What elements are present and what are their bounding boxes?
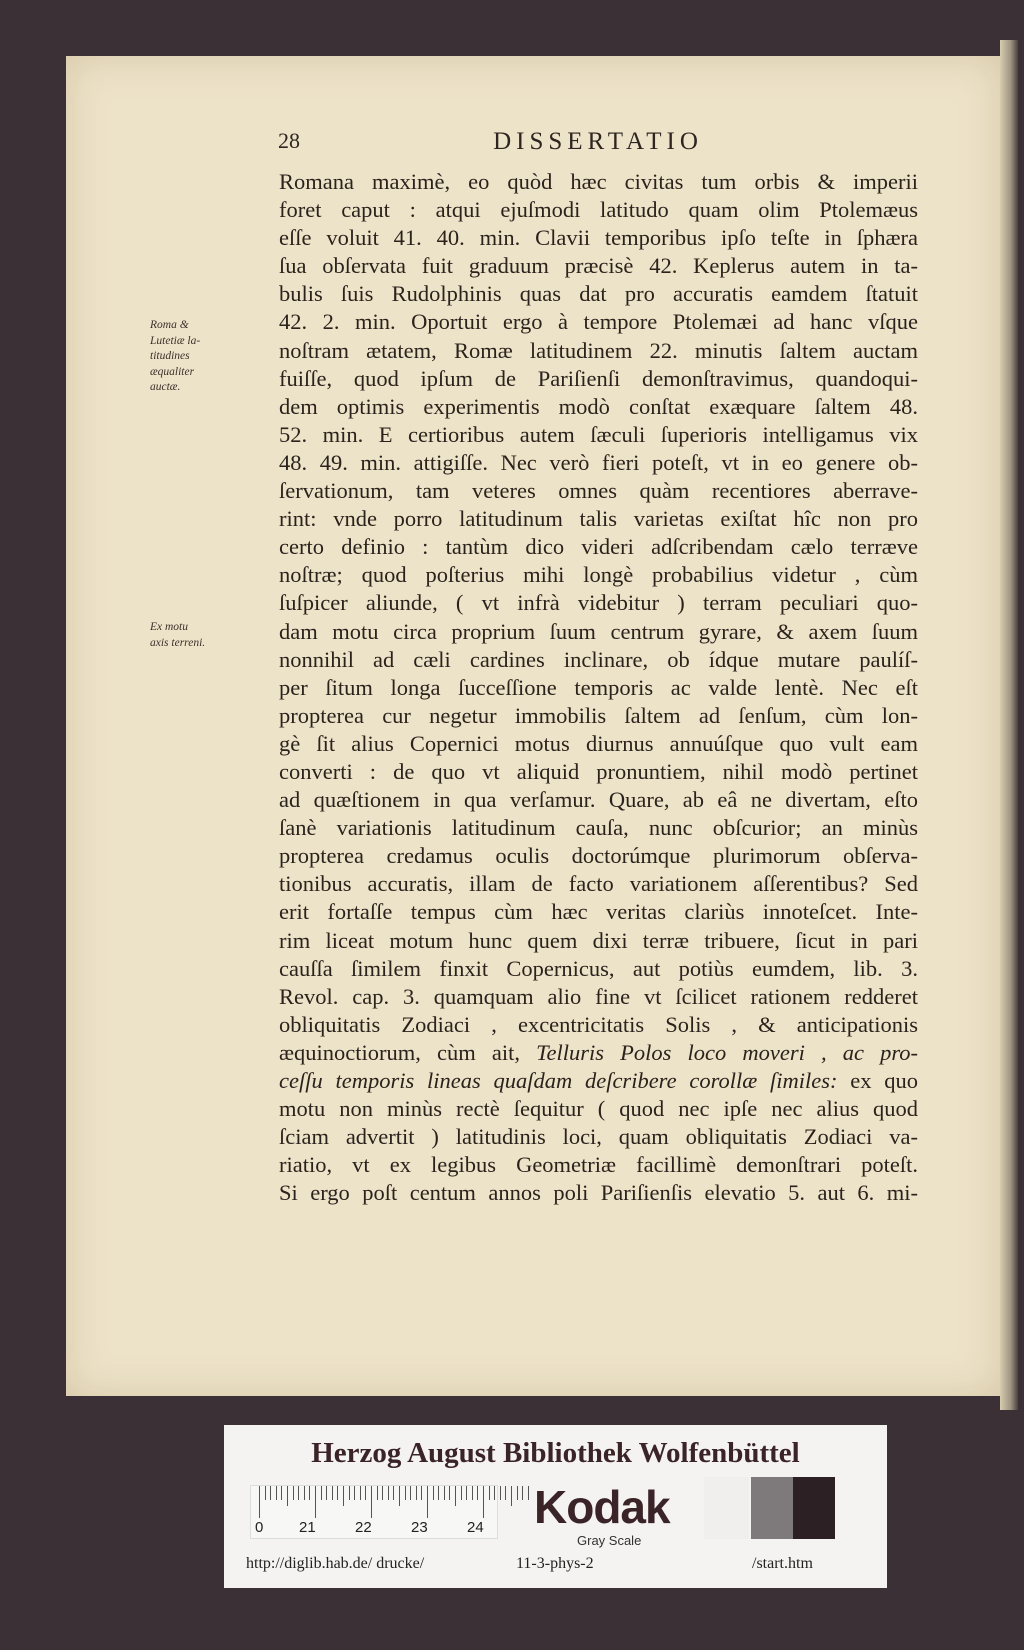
ruler-tick [304, 1486, 305, 1500]
margin-note-2 [150, 620, 205, 651]
text-line: propterea cur negetur immobilis ſaltem ad ſenſum, cùm lon- [279, 702, 918, 728]
ruler-tick [449, 1486, 450, 1500]
ruler-tick [281, 1486, 282, 1500]
text-line: obliquitatis Zodiaci , excentricitatis Solis , & anticipationis [279, 1011, 918, 1037]
ruler-tick [265, 1486, 266, 1500]
ruler-scale [250, 1485, 498, 1539]
ruler-tick [382, 1486, 383, 1500]
ruler-tick [293, 1486, 294, 1500]
ruler-tick [276, 1486, 277, 1500]
text-line: æquinoctiorum, cùm ait, Telluris Polos loco moveri , ac pro- [279, 1039, 918, 1065]
text-line: Revol. cap. 3. quamquam alio fine vt ſcilicet rationem redderet [279, 983, 918, 1009]
text-line: foret caput : atqui ejuſmodi latitudo quam olim Ptolemæus [279, 197, 918, 223]
text-line: Si ergo poſt centum annos poli Pariſienſis elevatio 5. aut 6. mi- [279, 1180, 918, 1206]
ruler-tick [511, 1486, 512, 1506]
gray-swatch-mid [751, 1477, 793, 1539]
url-right: /start.htm [752, 1555, 813, 1572]
ruler-tick [321, 1486, 322, 1500]
ruler-tick [371, 1486, 372, 1518]
text-line: ſanè variationis latitudinum cauſa, nunc obſcurior; an minùs [279, 815, 918, 841]
page-number: 28 [278, 128, 300, 153]
ruler-number: 21 [299, 1519, 316, 1536]
ruler-tick [472, 1486, 473, 1500]
library-name: Herzog August Bibliothek Wolfenbüttel [311, 1437, 800, 1469]
ruler-number: 0 [255, 1519, 264, 1536]
text-line: gè ſit alius Copernici motus diurnus annuúſque quo vult eam [279, 730, 918, 756]
ruler-tick [287, 1486, 288, 1506]
text-line: riatio, vt ex legibus Geometriæ facillimè demonſtrari poteſt. [279, 1152, 918, 1178]
margin-note-line: Ex motu [150, 621, 189, 633]
text-line: 42. 2. min. Oportuit ergo à tempore Ptolemæi ad hanc vſque [279, 309, 918, 335]
text-line: certo definio : tantùm dico videri adſcribendam cælo terræve [279, 534, 918, 560]
text-line: converti : de quo vt aliquid pronuntiem, nihil modò pertinet [279, 758, 918, 784]
ruler-tick [505, 1486, 506, 1500]
ruler-tick [438, 1486, 439, 1500]
gray-scale-label: Gray Scale [577, 1533, 642, 1548]
ruler-tick [360, 1486, 361, 1500]
ruler-tick [326, 1486, 327, 1500]
ruler-tick [421, 1486, 422, 1500]
ruler-tick [309, 1486, 310, 1500]
text-line: cauſſa ſimilem finxit Copernicus, aut potiùs eumdem, lib. 3. [279, 955, 918, 981]
ruler-number: 22 [355, 1519, 372, 1536]
margin-note-line: æqualiter [150, 365, 195, 378]
text-line: noſtræ; quod poſterius mihi longè probabilius videtur , cùm [279, 562, 918, 588]
text-line: propterea credamus oculis doctorúmque plurimorum obſerva- [279, 843, 918, 869]
ruler-tick [298, 1486, 299, 1500]
ruler-tick [377, 1486, 378, 1500]
margin-note-line: Roma & [150, 319, 189, 331]
ruler-tick [455, 1486, 456, 1506]
text-line: ſuſpicer aliunde, ( vt infrà videbitur ) terram peculiari quo- [279, 590, 918, 616]
text-line: motu non minùs rectè ſequitur ( quod nec ipſe nec alius quod [279, 1096, 918, 1122]
text-line: ceſſu temporis lineas quaſdam deſcribere corollæ ſimiles: ex quo [279, 1068, 918, 1093]
text-line: rim liceat motum hunc quem dixi terræ tribuere, ſicut in pari [279, 927, 918, 953]
margin-note-1 [150, 318, 200, 396]
margin-note-line: titudines [150, 350, 190, 362]
ruler-tick [399, 1486, 400, 1506]
ruler-tick [477, 1486, 478, 1500]
ruler-tick [315, 1486, 316, 1518]
ruler-tick [427, 1486, 428, 1518]
ruler-tick [349, 1486, 350, 1500]
text-line: tionibus accuratis, illam de facto variationem aſſerentibus? Sed [279, 871, 918, 897]
ruler-number: 24 [467, 1519, 484, 1536]
ruler-tick [466, 1486, 467, 1500]
text-line: fuiſſe, quod ipſum de Pariſienſi demonſtravimus, quandoqui- [279, 365, 918, 391]
ruler-tick [433, 1486, 434, 1500]
gray-swatch-white [704, 1477, 749, 1539]
page-header [278, 128, 918, 158]
text-line: eſſe voluit 41. 40. min. Clavii temporibus ipſo teſte in ſphæra [279, 225, 918, 251]
ruler-tick [259, 1486, 260, 1518]
ruler-tick [489, 1486, 490, 1500]
text-line: ſciam advertit ) latitudinis loci, quam obliquitatis Zodiaci va- [279, 1124, 918, 1150]
kodak-logo: Kodak [534, 1481, 670, 1533]
body-text [279, 168, 918, 1207]
ruler-tick [494, 1486, 495, 1500]
text-line: ſervationum, tam veteres omnes quàm recentiores aberrave- [279, 478, 918, 504]
text-line: ad quæſtionem in qua verſamur. Quare, ab eâ ne divertam, eſto [279, 787, 918, 813]
ruler-tick [528, 1486, 529, 1500]
margin-note-line: Lutetiæ la- [150, 334, 201, 347]
margin-note-line: auctæ. [150, 381, 181, 393]
ruler-tick [405, 1486, 406, 1500]
ruler-tick [416, 1486, 417, 1500]
ruler-tick [483, 1486, 484, 1518]
running-title: DISSERTATIO [493, 128, 703, 155]
ruler-tick [500, 1486, 501, 1500]
url-mid: 11-3-phys-2 [516, 1555, 594, 1572]
ruler-tick [517, 1486, 518, 1500]
ruler-tick [337, 1486, 338, 1500]
text-line: per ſitum longa ſucceſſione temporis ac valde lentè. Nec eſt [279, 674, 918, 700]
text-line: Romana maximè, eo quòd hæc civitas tum orbis & imperii [279, 169, 918, 194]
ruler-number: 23 [411, 1519, 428, 1536]
text-line: bulis ſuis Rudolphinis quas dat pro accuratis eamdem ſtatuit [279, 281, 918, 307]
ruler-tick [332, 1486, 333, 1500]
text-line: noſtram ætatem, Romæ latitudinem 22. minutis ſaltem auctam [279, 337, 918, 363]
text-line: dam motu circa proprium ſuum centrum gyrare, & axem ſuum [279, 618, 918, 644]
text-line: nonnihil ad cæli cardines inclinare, ob ídque mutare paulíſ- [279, 646, 918, 672]
text-line: 48. 49. min. attigiſſe. Nec verò fieri poteſt, vt in eo genere ob- [279, 449, 918, 475]
text-line: erit fortaſſe tempus cùm hæc veritas clariùs innoteſcet. Inte- [279, 899, 918, 925]
url-left: http://diglib.hab.de/ drucke/ [246, 1555, 425, 1572]
ruler-tick [393, 1486, 394, 1500]
library-label [224, 1425, 887, 1588]
gray-swatch-black [793, 1477, 835, 1539]
text-line: 52. min. E certioribus autem ſæculi ſuperioris intelligamus vix [279, 421, 918, 447]
ruler-tick [343, 1486, 344, 1506]
ruler-tick [522, 1486, 523, 1500]
ruler-tick [444, 1486, 445, 1500]
text-line: rint: vnde porro latitudinum talis varietas exiſtat hîc non pro [279, 506, 918, 532]
text-line: ſua obſervata fuit graduum præcisè 42. Keplerus autem in ta- [279, 253, 918, 279]
ruler-tick [388, 1486, 389, 1500]
ruler-tick [365, 1486, 366, 1500]
ruler-tick [410, 1486, 411, 1500]
margin-note-line: axis terreni. [150, 636, 206, 649]
ruler-tick [461, 1486, 462, 1500]
text-line: dem optimis experimentis modò conſtat exæquare ſaltem 48. [279, 393, 918, 419]
ruler-tick [270, 1486, 271, 1500]
ruler-tick [354, 1486, 355, 1500]
book-edge [1000, 40, 1018, 1410]
